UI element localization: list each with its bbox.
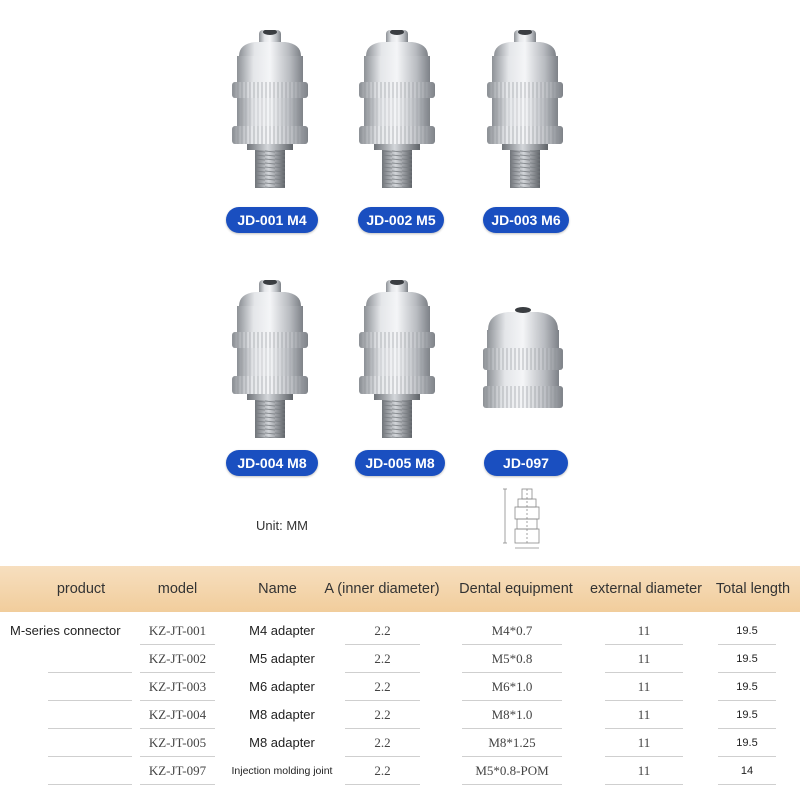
cell-inner-diameter: 2.2 bbox=[345, 730, 420, 757]
product-image-jd-003 bbox=[480, 30, 570, 190]
product-label-jd-003: JD-003 M6 bbox=[483, 207, 569, 233]
cell-model: KZ-JT-004 bbox=[140, 702, 215, 729]
product-label-jd-005: JD-005 M8 bbox=[355, 450, 445, 476]
header-inner-diameter: A (inner diameter) bbox=[324, 581, 440, 597]
cell-model: KZ-JT-005 bbox=[140, 730, 215, 757]
header-model: model bbox=[157, 581, 198, 597]
cell-model: KZ-JT-003 bbox=[140, 674, 215, 701]
product-image-jd-002 bbox=[352, 30, 442, 190]
cell-product bbox=[48, 646, 132, 673]
table-row bbox=[0, 758, 800, 786]
cell-total-length: 14 bbox=[718, 758, 776, 785]
cell-inner-diameter: 2.2 bbox=[345, 674, 420, 701]
product-image-jd-001 bbox=[225, 30, 315, 190]
cell-external-diameter: 11 bbox=[605, 758, 683, 785]
cell-inner-diameter: 2.2 bbox=[345, 702, 420, 729]
cell-name: M8 adapter bbox=[249, 707, 315, 722]
header-external-diameter: external diameter bbox=[589, 581, 703, 597]
cell-model: KZ-JT-001 bbox=[140, 618, 215, 645]
cell-inner-diameter: 2.2 bbox=[345, 758, 420, 785]
table-row bbox=[0, 618, 800, 646]
cell-dental-equipment: M5*0.8 bbox=[462, 646, 562, 673]
cell-name: M4 adapter bbox=[249, 623, 315, 638]
product-label-jd-097: JD-097 bbox=[484, 450, 568, 476]
cell-product: M-series connector bbox=[10, 623, 121, 638]
technical-drawing bbox=[497, 487, 557, 552]
cell-external-diameter: 11 bbox=[605, 702, 683, 729]
cell-total-length: 19.5 bbox=[718, 702, 776, 729]
cell-product bbox=[48, 758, 132, 785]
cell-model: KZ-JT-002 bbox=[140, 646, 215, 673]
header-product: product bbox=[56, 581, 106, 597]
cell-dental-equipment: M5*0.8-POM bbox=[462, 758, 562, 785]
cell-dental-equipment: M8*1.25 bbox=[462, 730, 562, 757]
cell-name: M8 adapter bbox=[249, 735, 315, 750]
cell-inner-diameter: 2.2 bbox=[345, 618, 420, 645]
cell-inner-diameter: 2.2 bbox=[345, 646, 420, 673]
cell-external-diameter: 11 bbox=[605, 730, 683, 757]
cell-external-diameter: 11 bbox=[605, 618, 683, 645]
cell-dental-equipment: M4*0.7 bbox=[462, 618, 562, 645]
unit-note: Unit: MM bbox=[256, 518, 308, 533]
cell-model: KZ-JT-097 bbox=[140, 758, 215, 785]
cell-name: M6 adapter bbox=[249, 679, 315, 694]
table-row bbox=[0, 702, 800, 730]
cell-total-length: 19.5 bbox=[718, 618, 776, 645]
cell-total-length: 19.5 bbox=[718, 646, 776, 673]
cell-dental-equipment: M6*1.0 bbox=[462, 674, 562, 701]
product-label-jd-001: JD-001 M4 bbox=[226, 207, 318, 233]
cell-total-length: 19.5 bbox=[718, 730, 776, 757]
table-row bbox=[0, 674, 800, 702]
cell-name: Injection molding joint bbox=[231, 765, 333, 777]
product-image-jd-097 bbox=[478, 300, 568, 415]
product-image-jd-005 bbox=[352, 280, 442, 440]
cell-product bbox=[48, 674, 132, 701]
product-label-jd-004: JD-004 M8 bbox=[226, 450, 318, 476]
header-total-length: Total length bbox=[715, 581, 791, 597]
cell-external-diameter: 11 bbox=[605, 646, 683, 673]
cell-name: M5 adapter bbox=[249, 651, 315, 666]
header-name: Name bbox=[258, 581, 297, 597]
table-row bbox=[0, 730, 800, 758]
cell-product bbox=[48, 702, 132, 729]
cell-total-length: 19.5 bbox=[718, 674, 776, 701]
table-header bbox=[0, 566, 800, 612]
header-dental-equipment: Dental equipment bbox=[459, 581, 573, 597]
cell-external-diameter: 11 bbox=[605, 674, 683, 701]
product-label-jd-002: JD-002 M5 bbox=[358, 207, 444, 233]
table-row bbox=[0, 646, 800, 674]
cell-dental-equipment: M8*1.0 bbox=[462, 702, 562, 729]
cell-product bbox=[48, 730, 132, 757]
product-image-jd-004 bbox=[225, 280, 315, 440]
